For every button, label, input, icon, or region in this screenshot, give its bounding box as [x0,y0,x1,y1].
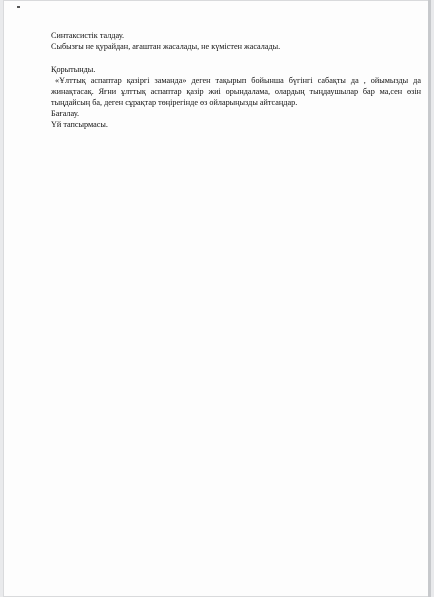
scan-mark [17,6,20,8]
document-body [51,30,421,130]
heading-conclusion: Қорытынды. [51,65,96,74]
heading-assessment: Бағалау. [51,109,80,118]
sentence-syntax: Сыбызғы не қурайдан, ағаштан жасалады, не күмістен жасалады. [51,42,281,51]
heading-syntax: Синтаксистік талдау. [51,31,125,40]
scan-edge [428,0,431,597]
heading-homework: Үй тапсырмасы. [51,120,108,129]
scanned-page [3,0,431,597]
spacer [51,52,421,64]
paragraph-conclusion: «Ұлттық аспаптар қазіргі заманда» деген тақырып бойынша бүгінгі сабақты да , ойымызды да жинақтасақ. Яғни ұлттық аспаптар қазір жиі орындалама, олардың тыңдаушылар бар ма,сен өзін тыңдайсың ба, деген сұрақтар төңірегінде өз ойларыңызды айтсаңдар. [51,76,421,107]
